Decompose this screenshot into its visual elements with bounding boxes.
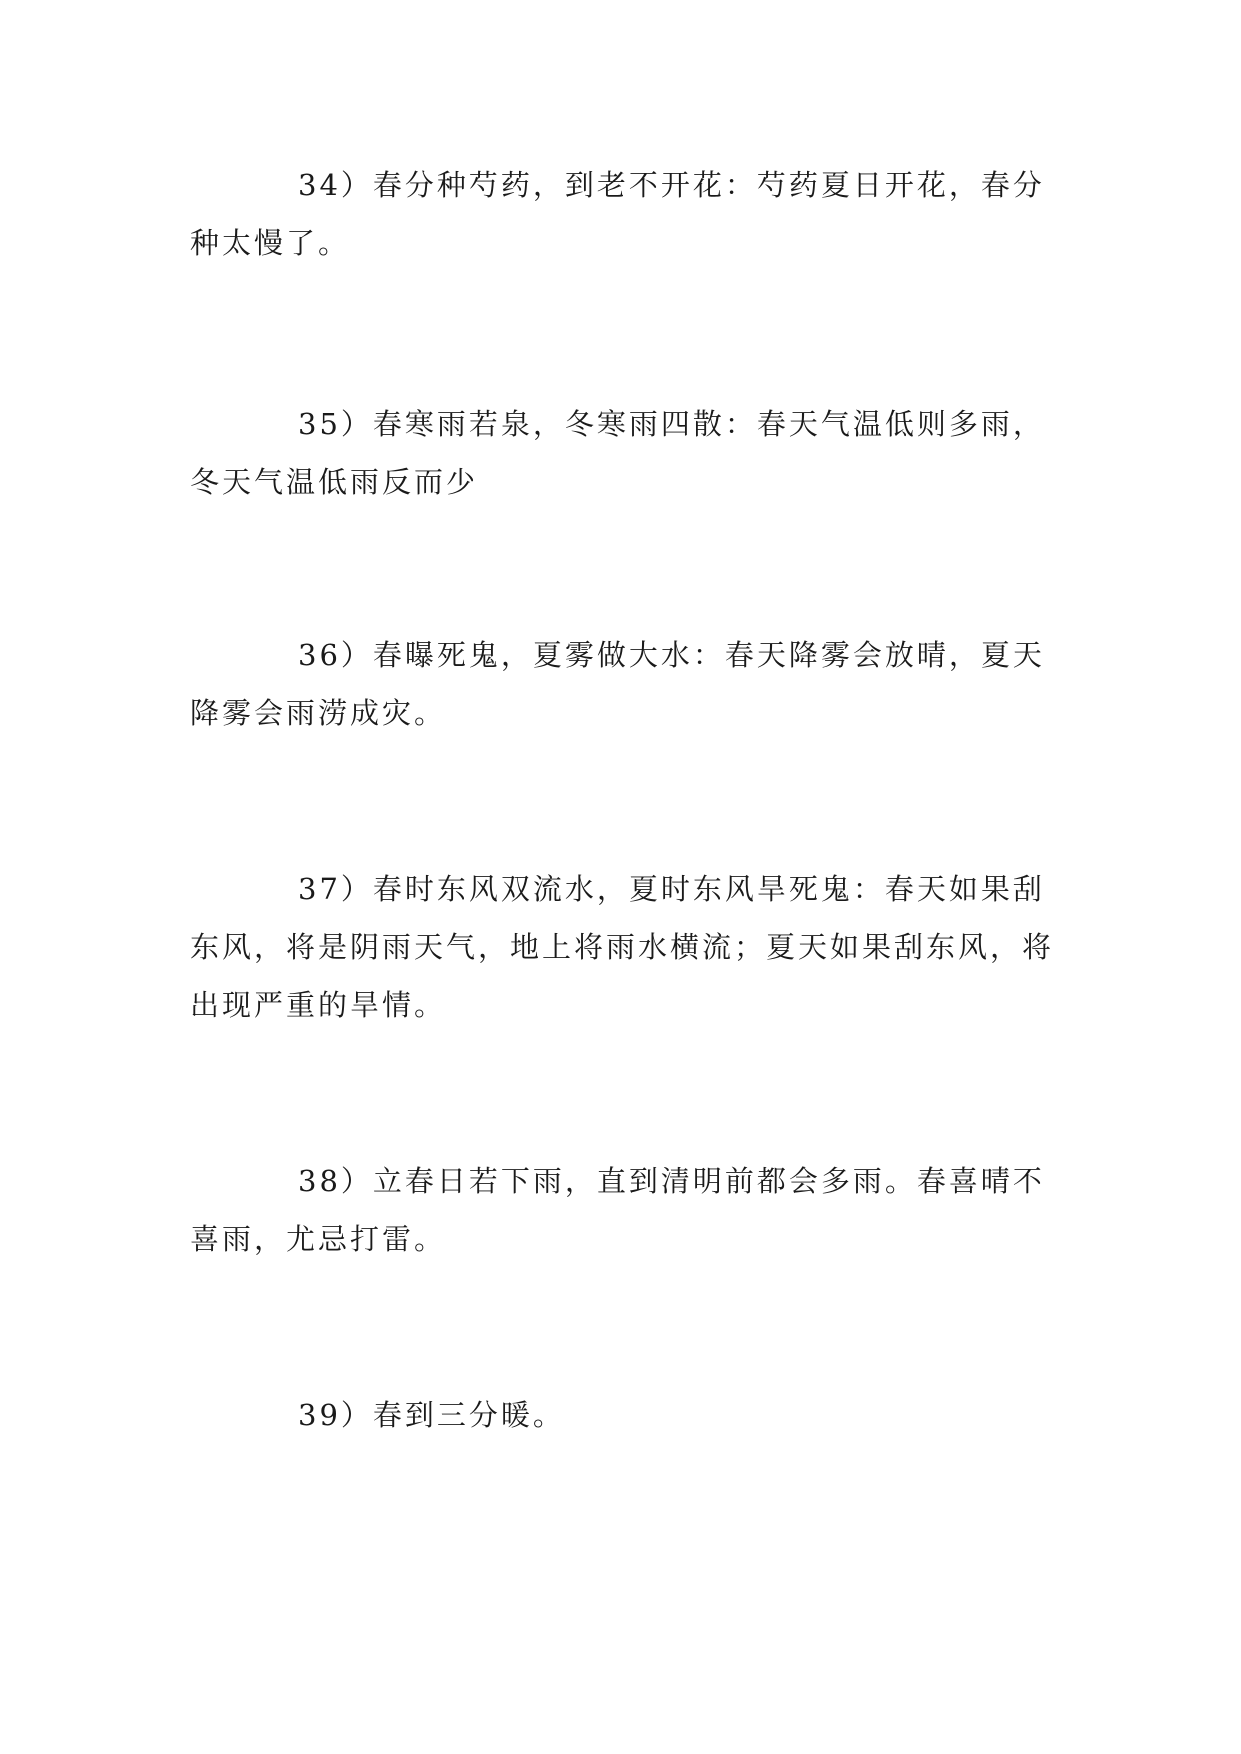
paragraph-39 bbox=[190, 1386, 1056, 1444]
item-text: 立春日若下雨，直到清明前都会多雨。春喜晴不喜雨，尤忌打雷。 bbox=[190, 1164, 1045, 1256]
paragraph-37 bbox=[190, 860, 1056, 1034]
paragraph-36 bbox=[190, 626, 1056, 742]
paragraph-34 bbox=[190, 156, 1056, 272]
item-number: 39） bbox=[298, 1398, 373, 1432]
item-text: 春到三分暖。 bbox=[372, 1398, 565, 1432]
item-text: 春分种芍药，到老不开花：芍药夏日开花，春分种太慢了。 bbox=[190, 168, 1045, 260]
item-number: 36） bbox=[298, 638, 373, 672]
paragraph-35 bbox=[190, 395, 1056, 511]
item-text: 春曝死鬼，夏雾做大水：春天降雾会放晴，夏天降雾会雨涝成灾。 bbox=[190, 638, 1045, 730]
item-number: 37） bbox=[298, 872, 373, 906]
item-text: 春时东风双流水，夏时东风旱死鬼：春天如果刮东风，将是阴雨天气，地上将雨水横流；夏天如果刮东风，将出现严重的旱情。 bbox=[190, 872, 1055, 1022]
item-number: 34） bbox=[298, 168, 373, 202]
item-number: 35） bbox=[298, 407, 373, 441]
item-text: 春寒雨若泉，冬寒雨四散：春天气温低则多雨，冬天气温低雨反而少 bbox=[190, 407, 1045, 499]
paragraph-38 bbox=[190, 1152, 1056, 1268]
item-number: 38） bbox=[298, 1164, 373, 1198]
